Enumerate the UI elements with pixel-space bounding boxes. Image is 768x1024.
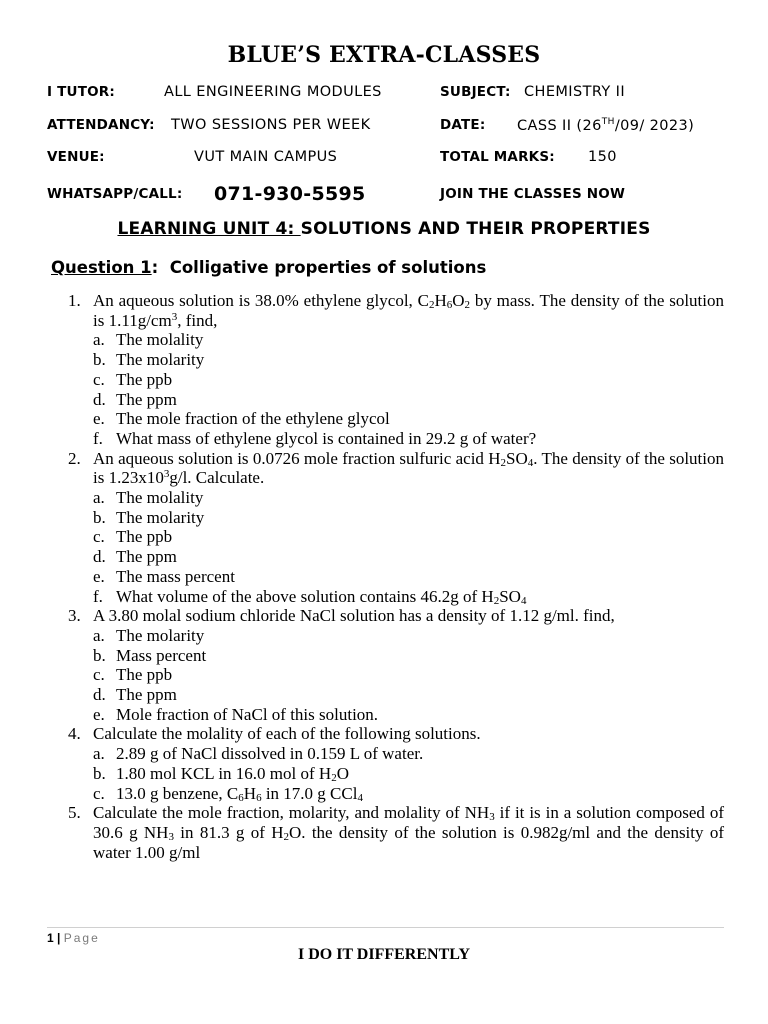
sub-question-text: 13.0 g benzene, $C_6H_6$ in 17.0 g CCl$_4$ xyxy=(116,783,363,804)
learning-unit-label: LEARNING UNIT 4: xyxy=(117,219,301,239)
sub-question-text: The molarity xyxy=(116,350,205,370)
attendancy-value: TWO SESSIONS PER WEEK xyxy=(171,117,371,133)
tutor-value: ALL ENGINEERING MODULES xyxy=(164,84,382,100)
sub-question xyxy=(93,685,724,705)
sub-question-text: The molality xyxy=(116,330,204,350)
sub-question-letter: c. xyxy=(93,783,105,803)
sub-question-letter: e. xyxy=(93,704,105,724)
contact-phone-number: 071-930-5595 xyxy=(214,183,366,205)
question-text: Calculate the molality of each of the following solutions. xyxy=(93,724,481,744)
question-number: 2. xyxy=(68,448,81,468)
question-list xyxy=(68,291,724,862)
sub-question xyxy=(93,488,724,508)
sub-question-letter: d. xyxy=(93,547,106,567)
question-item xyxy=(68,803,724,862)
sub-question xyxy=(93,764,724,784)
sub-question-text: The molality xyxy=(116,488,204,508)
sub-question-letter: b. xyxy=(93,645,106,665)
question-text: A 3.80 molal sodium chloride NaCl solution has a density of 1.12 g/ml. find, xyxy=(93,606,615,626)
sub-question-text: The ppm xyxy=(116,685,177,705)
sub-question xyxy=(93,587,724,607)
footer-divider xyxy=(47,927,724,928)
info-row-tutor xyxy=(47,84,727,104)
info-row-venue xyxy=(47,149,727,169)
subject-value: CHEMISTRY II xyxy=(524,84,626,100)
question-item xyxy=(68,724,724,803)
sub-question xyxy=(93,626,724,646)
footer-motto: I DO IT DIFFERENTLY xyxy=(297,946,471,963)
sub-question xyxy=(93,508,724,528)
sub-question-text: Mole fraction of NaCl of this solution. xyxy=(116,704,379,724)
info-row-contact xyxy=(47,183,727,206)
sub-question-letter: d. xyxy=(93,685,106,705)
sub-question-text: The ppm xyxy=(116,547,177,567)
question-heading: Question 1: Colligative properties of solutions xyxy=(51,258,487,277)
sub-question xyxy=(93,527,724,547)
sub-question xyxy=(93,547,724,567)
question-text: Calculate the mole fraction, molarity, and molality of $NH_3$ if it is in a solution composed of 30.6 g $NH_3$ in 81.3 g of $H_2O$. the density of the solution is 0.982g/ml and the density of water 1.00 g/ml xyxy=(93,803,724,862)
sub-question-text: 2.89 g of NaCl dissolved in 0.159 L of water. xyxy=(116,744,424,764)
sub-question xyxy=(93,784,724,804)
sub-question xyxy=(93,705,724,725)
document-title: BLUE’S EXTRA-CLASSES xyxy=(227,42,541,68)
sub-question xyxy=(93,390,724,410)
sub-question-text: What volume of the above solution contains 46.2g of $H_2SO_4$ xyxy=(116,586,527,607)
question-item xyxy=(68,606,724,724)
total-marks-label: TOTAL MARKS: xyxy=(440,149,555,165)
date-label: DATE: xyxy=(440,117,486,133)
sub-question xyxy=(93,350,724,370)
venue-value: VUT MAIN CAMPUS xyxy=(194,149,338,165)
sub-question-text: The mole fraction of the ethylene glycol xyxy=(116,409,390,429)
sub-question-letter: d. xyxy=(93,389,106,409)
learning-unit-heading xyxy=(0,219,768,239)
question-number: 1. xyxy=(68,291,81,310)
question-text: An aqueous solution is 38.0% ethylene glycol, $C_2H_6O_2$ by mass. The density of the solution is $1.11g/cm^3$, find, xyxy=(93,291,724,330)
sub-question xyxy=(93,646,724,666)
question-item xyxy=(68,291,724,449)
sub-question-letter: c. xyxy=(93,527,105,547)
sub-question-text: The ppm xyxy=(116,389,177,409)
sub-question-text: What mass of ethylene glycol is contained in 29.2 g of water? xyxy=(116,428,537,448)
sub-question-text: The ppb xyxy=(116,527,173,547)
sub-question-letter: a. xyxy=(93,744,105,764)
subject-label: SUBJECT: xyxy=(440,84,511,100)
sub-question-text: The mass percent xyxy=(116,566,235,586)
question-number: 4. xyxy=(68,724,81,744)
sub-question-text: The ppb xyxy=(116,369,173,389)
sub-question-text: The molarity xyxy=(116,507,205,527)
sub-question xyxy=(93,330,724,350)
sub-question-text: Mass percent xyxy=(116,645,207,665)
sub-question-letter: c. xyxy=(93,369,105,389)
total-marks-value: 150 xyxy=(588,149,617,165)
sub-question xyxy=(93,665,724,685)
sub-question xyxy=(93,409,724,429)
sub-question-letter: b. xyxy=(93,350,106,370)
venue-label: VENUE: xyxy=(47,149,105,165)
sub-question xyxy=(93,429,724,449)
sub-question-letter: a. xyxy=(93,625,105,645)
sub-question-text: The molarity xyxy=(116,625,205,645)
sub-question xyxy=(93,567,724,587)
learning-unit-title: SOLUTIONS AND THEIR PROPERTIES xyxy=(300,219,651,239)
contact-label: WHATSAPP/CALL: xyxy=(47,186,183,202)
question-title: Colligative properties of solutions xyxy=(169,258,487,277)
date-value: CASS II (26TH/09/ 2023) xyxy=(517,117,695,134)
sub-question xyxy=(93,370,724,390)
question-label: Question 1 xyxy=(51,258,152,277)
question-text: An aqueous solution is 0.0726 mole fraction sulfuric acid $H_2SO_4$. The density of the solution is $1.23x10^3g/l$. Calculate. xyxy=(93,448,724,488)
sub-question-letter: e. xyxy=(93,409,105,429)
sub-question-text: The ppb xyxy=(116,665,173,685)
sub-question-letter: f. xyxy=(93,586,103,606)
sub-question-letter: b. xyxy=(93,507,106,527)
info-row-attendancy xyxy=(47,117,727,137)
join-classes-text: JOIN THE CLASSES NOW xyxy=(440,186,626,202)
sub-question-letter: c. xyxy=(93,665,105,685)
tutor-label: I TUTOR: xyxy=(47,84,115,100)
page-number: 1 | Page xyxy=(47,931,100,945)
attendancy-label: ATTENDANCY: xyxy=(47,117,155,133)
sub-question-letter: a. xyxy=(93,330,105,350)
sub-question-letter: e. xyxy=(93,566,105,586)
question-item xyxy=(68,449,724,607)
sub-question-letter: f. xyxy=(93,428,103,448)
sub-question xyxy=(93,744,724,764)
question-number: 3. xyxy=(68,606,81,626)
sub-question-text: 1.80 mol KCL in 16.0 mol of $H_2O$ xyxy=(116,763,349,784)
sub-question-letter: b. xyxy=(93,763,106,783)
question-number: 5. xyxy=(68,803,81,823)
sub-question-letter: a. xyxy=(93,488,105,508)
